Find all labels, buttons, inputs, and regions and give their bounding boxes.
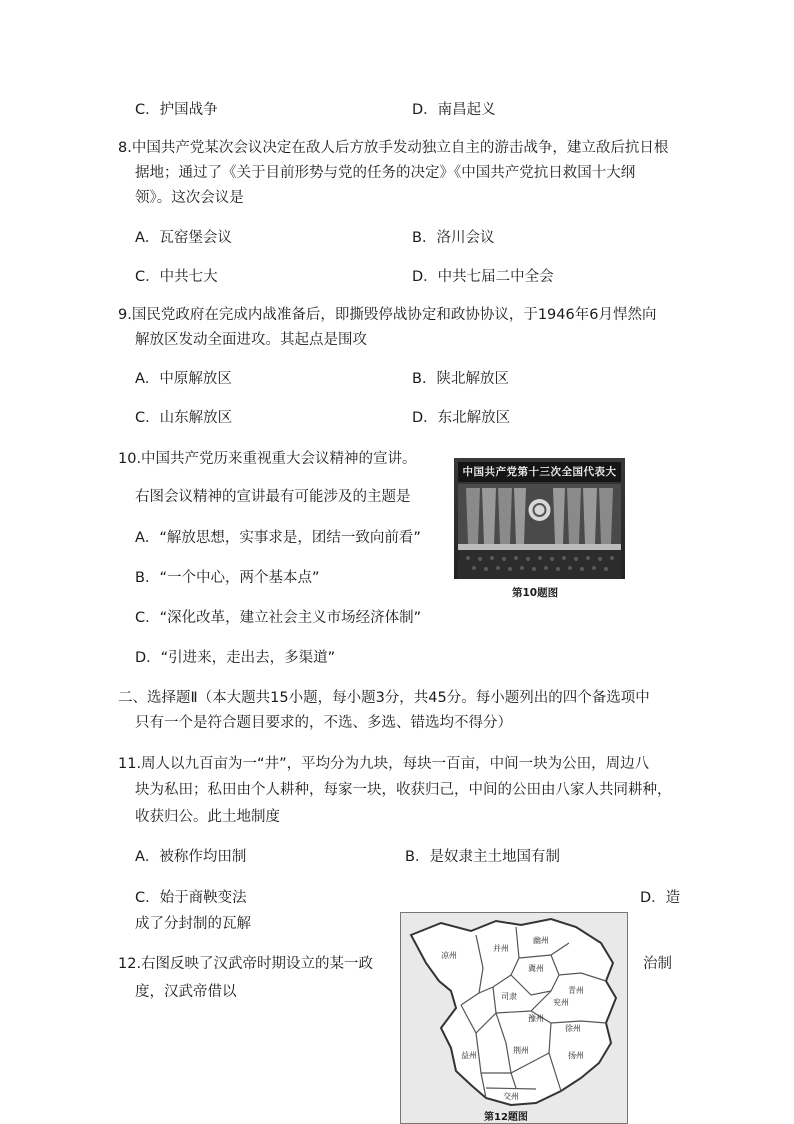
q11-option-c: C．始于商鞅变法 — [135, 890, 247, 906]
q10-option-c: C．“深化改革，建立社会主义市场经济体制” — [135, 610, 422, 626]
q12-figure-caption: 第12题图 — [484, 1112, 528, 1123]
map-label-yanzhou: 兖州 — [553, 998, 569, 1007]
q11-stem-line3: 收获归公。此土地制度 — [135, 809, 280, 825]
q12-map-illustration — [401, 913, 627, 1123]
map-label-jiaozhou: 交州 — [503, 1092, 519, 1101]
map-label-bingzhou: 并州 — [493, 944, 509, 953]
q9-stem-line2: 解放区发动全面进攻。其起点是围攻 — [135, 332, 367, 348]
q11-option-a: A．被称作均田制 — [135, 849, 247, 865]
q9-option-d: D．东北解放区 — [412, 410, 511, 426]
section2-heading-line1: 二、选择题Ⅱ（本大题共15小题，每小题3分，共45分。每小题列出的四个备选项中 — [118, 690, 650, 706]
map-label-liangzhou: 凉州 — [441, 951, 457, 960]
q7-option-d: D．南昌起义 — [412, 102, 496, 118]
q8-option-d: D．中共七届二中全会 — [412, 269, 554, 285]
q10-option-a: A．“解放思想，实事求是，团结一致向前看” — [135, 530, 421, 546]
q10-option-b: B．“一个中心，两个基本点” — [135, 570, 320, 586]
q8-stem-line2: 据地；通过了《关于目前形势与党的任务的决定》《中国共产党抗日救国十大纲 — [135, 165, 636, 181]
q10-stem-line2: 右图会议精神的宣讲最有可能涉及的主题是 — [135, 489, 411, 505]
q12-stem-line1-end: 治制 — [643, 956, 672, 972]
q12-stem-line2: 度，汉武帝借以 — [135, 984, 237, 1000]
section2-heading-line2: 只有一个是符合题目要求的，不选、多选、错选均不得分） — [135, 715, 512, 731]
q8-stem-line3: 领》。这次会议是 — [135, 190, 244, 206]
map-label-xuzhou: 徐州 — [565, 1024, 581, 1033]
q10-stem-line1: 10.中国共产党历来重视重大会议精神的宣讲。 — [118, 451, 417, 467]
map-label-qingzhou: 青州 — [568, 986, 584, 995]
q12-han-provinces-map — [400, 912, 628, 1124]
q8-option-a: A．瓦窑堡会议 — [135, 230, 232, 246]
q10-photo-illustration — [454, 458, 625, 579]
q10-photo-banner: 中国共产党第十三次全国代表大 — [458, 462, 621, 482]
q8-option-b: B．洛川会议 — [412, 230, 495, 246]
map-label-yizhou: 益州 — [461, 1051, 477, 1060]
map-label-yuzhou: 豫州 — [528, 1014, 544, 1023]
map-label-youzhou: 幽州 — [533, 936, 549, 945]
q10-congress-photo — [454, 458, 625, 579]
map-label-jizhou: 冀州 — [528, 964, 544, 973]
q10-option-d: D．“引进来，走出去，多渠道” — [135, 650, 336, 666]
map-label-sili: 司隶 — [501, 992, 517, 1001]
q11-stem-line2: 块为私田；私田由个人耕种，每家一块，收获归己，中间的公田由八家人共同耕种， — [135, 782, 672, 798]
q9-stem-line1: 9.国民党政府在完成内战准备后，即撕毁停战协定和政协协议，于1946年6月悍然向 — [118, 307, 657, 323]
q9-option-b: B．陕北解放区 — [412, 371, 509, 387]
q8-stem-line1: 8.中国共产党某次会议决定在敌人后方放手发动独立自主的游击战争，建立敌后抗日根 — [118, 140, 669, 156]
q11-stem-line1: 11.周人以九百亩为一“井”，平均分为九块，每块一百亩，中间一块为公田，周边八 — [118, 756, 650, 772]
q9-option-a: A．中原解放区 — [135, 371, 232, 387]
q10-figure-caption: 第10题图 — [512, 587, 559, 599]
q12-stem-line1-start: 12.右图反映了汉武帝时期设立的某一政 — [118, 956, 374, 972]
q8-option-c: C．中共七大 — [135, 269, 218, 285]
q11-option-d-rest: 成了分封制的瓦解 — [135, 916, 251, 932]
q9-option-c: C．山东解放区 — [135, 410, 233, 426]
q11-option-d-start: D．造 — [640, 890, 681, 906]
map-label-yangzhou: 扬州 — [568, 1051, 584, 1060]
q7-option-c: C．护国战争 — [135, 102, 218, 118]
q11-option-b: B．是奴隶主土地国有制 — [405, 849, 560, 865]
map-label-jingzhou: 荆州 — [513, 1046, 529, 1055]
